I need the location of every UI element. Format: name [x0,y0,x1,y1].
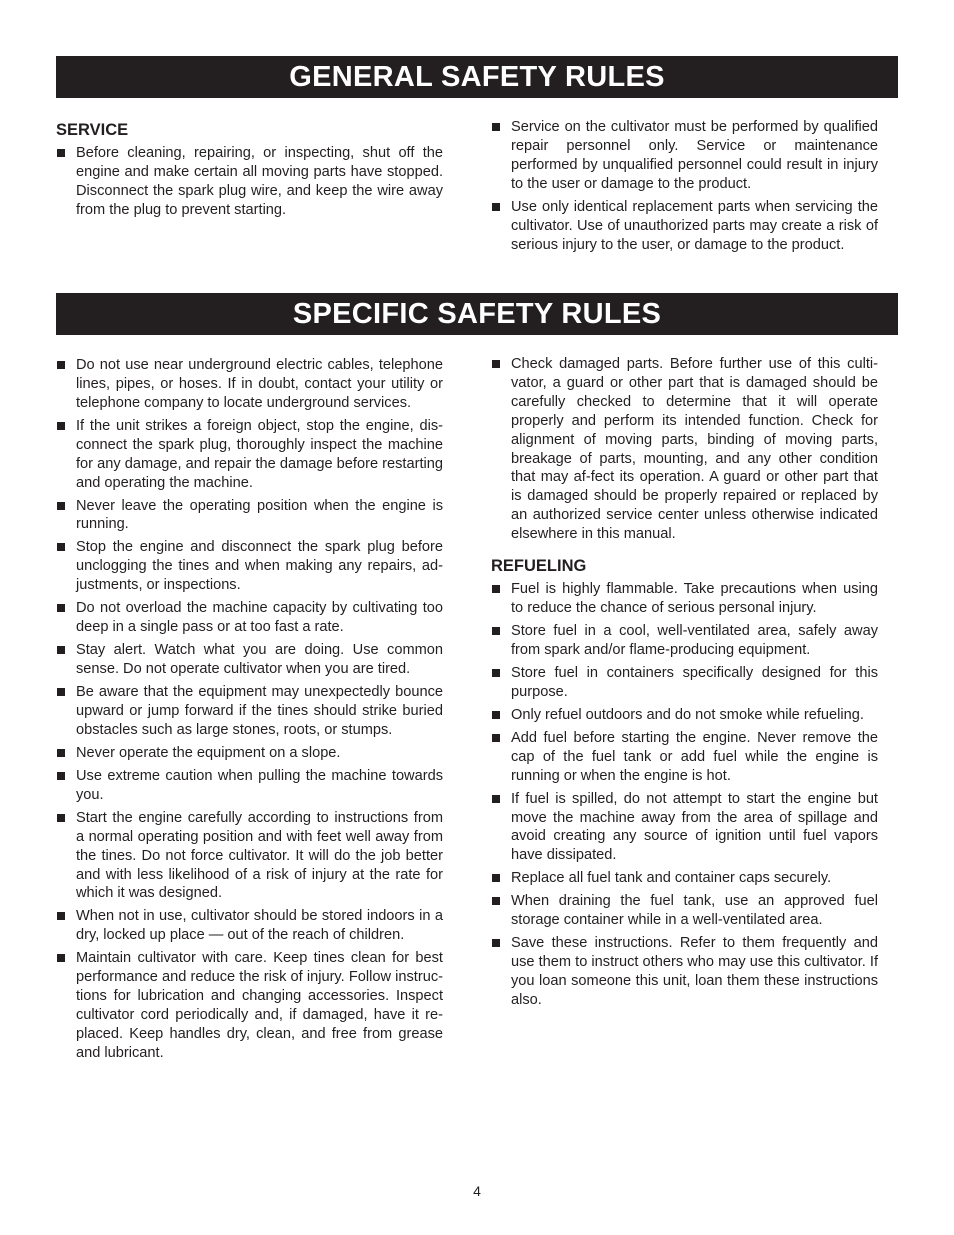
list-item-text: Stay alert. Watch what you are doing. Use common sense. Do not operate cultivator when you are tired. [76,642,443,678]
list-item [56,356,443,413]
list-item [56,599,443,637]
list-item [491,729,878,786]
list-item [491,790,878,866]
service-section-right [491,118,878,259]
service-list-left [56,144,443,220]
list-item-text: Be aware that the equipment may unexpectedly bounce upward or jump forward if the tines should strike buried obstacles such as large stones, roots, or stumps. [76,684,443,738]
bullet-square-icon [492,795,500,803]
list-item [491,892,878,930]
specific-rules-left [56,356,443,1067]
list-item-text: Add fuel before starting the engine. Never remove the cap of the fuel tank or add fuel while the engine is running or when the engine is hot. [511,729,878,784]
bullet-square-icon [492,585,500,593]
general-safety-rules-banner: GENERAL SAFETY RULES [56,56,898,98]
bullet-square-icon [57,149,65,157]
list-item-text: Check damaged parts. Before further use of this culti-vator, a guard or other part that is damaged should be carefully checked to determine that it will operate properly and perform its intended function. Check for alignment of moving parts, binding of moving parts, breakage of parts, mounting, and any other condition that may af-fect its operation. A guard or other part that is damaged should be properly repaired or replaced by an authorized service center unless otherwise indicated elsewhere in this manual. [511,356,878,543]
list-item-text: If fuel is spilled, do not attempt to start the engine but move the machine away from the area of spillage and avoid creating any source of ignition until fuel vapors have dissipated. [511,790,878,864]
list-item-text: Use only identical replacement parts when servicing the cultivator. Use of unauthorized parts may create a risk of serious injury to the user, or damage to the product. [511,198,878,253]
bullet-square-icon [492,669,500,677]
list-item-text: Start the engine carefully according to instructions from a normal operating position and with feet well away from the tines. Do not force cultivator. It will do the job better and with less likelihood of a risk of injury at the rate for which it was designed. [76,809,443,902]
refueling-list [491,580,878,1010]
service-list-right [491,118,878,254]
bullet-square-icon [57,646,65,654]
bullet-square-icon [492,734,500,742]
list-item [56,497,443,535]
bullet-square-icon [57,814,65,822]
bullet-square-icon [57,772,65,780]
list-item-text: Do not use near underground electric cables, telephone lines, pipes, or hoses. If in doubt, contact your utility or telephone company to locate underground services. [76,357,443,411]
list-item [491,706,878,725]
bullet-square-icon [57,502,65,510]
list-item [56,809,443,904]
bullet-square-icon [57,422,65,430]
list-item-text: Only refuel outdoors and do not smoke while refueling. [511,706,864,723]
list-item [56,641,443,679]
specific-safety-rules-banner: SPECIFIC SAFETY RULES [56,293,898,335]
refueling-heading: REFUELING [491,557,587,576]
list-item-text: Save these instructions. Refer to them frequently and use them to instruct others who may use this cultivator. If you loan someone this unit, loan them these instructions also. [511,935,878,1008]
list-item [56,417,443,493]
list-item [56,907,443,945]
bullet-square-icon [492,897,500,905]
list-item-text: Before cleaning, repairing, or inspecting, shut off the engine and make certain all moving parts have stopped. Disconnect the spark plug wire, and keep the wire away from the plug to prevent starting. [76,145,443,218]
list-item-text: Store fuel in containers specifically designed for this purpose. [511,664,878,700]
bullet-square-icon [57,749,65,757]
list-item-text: If the unit strikes a foreign object, stop the engine, dis-connect the spark plug, thoroughly inspect the machine for any damage, and repair the damage before restarting and operating the machine. [76,417,443,491]
list-item-text: Fuel is highly flammable. Take precautions when using to reduce the chance of serious personal injury. [511,581,878,616]
list-item-text: Store fuel in a cool, well-ventilated area, safely away from spark and/or flame-producing equipment. [511,622,878,658]
bullet-square-icon [57,543,65,551]
list-item [491,869,878,888]
list-item [491,355,878,544]
specific-list-left [56,356,443,1063]
bullet-square-icon [57,912,65,920]
page-number: 4 [473,1183,481,1199]
list-item-text: Replace all fuel tank and container caps securely. [511,870,832,887]
bullet-square-icon [492,203,500,211]
list-item-text: Never operate the equipment on a slope. [76,744,341,761]
list-item-text: Use extreme caution when pulling the machine towards you. [76,767,443,803]
bullet-square-icon [492,939,500,947]
list-item-text: When not in use, cultivator should be stored indoors in a dry, locked up place — out of the reach of children. [76,908,443,944]
list-item [56,538,443,595]
bullet-square-icon [57,688,65,696]
list-item [56,144,443,220]
list-item-text: Never leave the operating position when the engine is running. [76,497,443,533]
bullet-square-icon [492,627,500,635]
list-item [56,744,443,763]
bullet-square-icon [492,123,500,131]
list-item [491,580,878,618]
list-item [491,198,878,255]
bullet-square-icon [492,711,500,719]
bullet-square-icon [492,360,500,368]
list-item [56,767,443,805]
specific-rules-right [491,355,878,1014]
bullet-square-icon [57,361,65,369]
list-item-text: Stop the engine and disconnect the spark plug before unclogging the tines and when making any repairs, ad-justments, or inspections. [76,539,443,594]
bullet-square-icon [492,874,500,882]
list-item [56,683,443,740]
list-item [491,622,878,660]
specific-list-right [491,355,878,544]
list-item [56,949,443,1062]
service-section-left [56,120,443,224]
bullet-square-icon [57,604,65,612]
list-item-text: Do not overload the machine capacity by cultivating too deep in a single pass or at too fast a rate. [76,600,443,636]
list-item [491,664,878,702]
list-item-text: When draining the fuel tank, use an approved fuel storage container while in a well-ventilated area. [511,893,878,929]
list-item-text: Maintain cultivator with care. Keep tines clean for best performance and reduce the risk of injury. Follow instruc-tions for lubrication and changing accessories. Inspect cultivator cord periodically and, if damaged, have it re-placed. Keep handles dry, clean, and free from grease and lubricant. [76,950,443,1061]
bullet-square-icon [57,954,65,962]
list-item-text: Service on the cultivator must be performed by qualified repair personnel only. Service or maintenance performed by unqualified personnel could result in injury to the user or damage to the product. [511,119,878,192]
list-item [491,118,878,194]
service-heading: SERVICE [56,121,129,139]
list-item [491,934,878,1010]
